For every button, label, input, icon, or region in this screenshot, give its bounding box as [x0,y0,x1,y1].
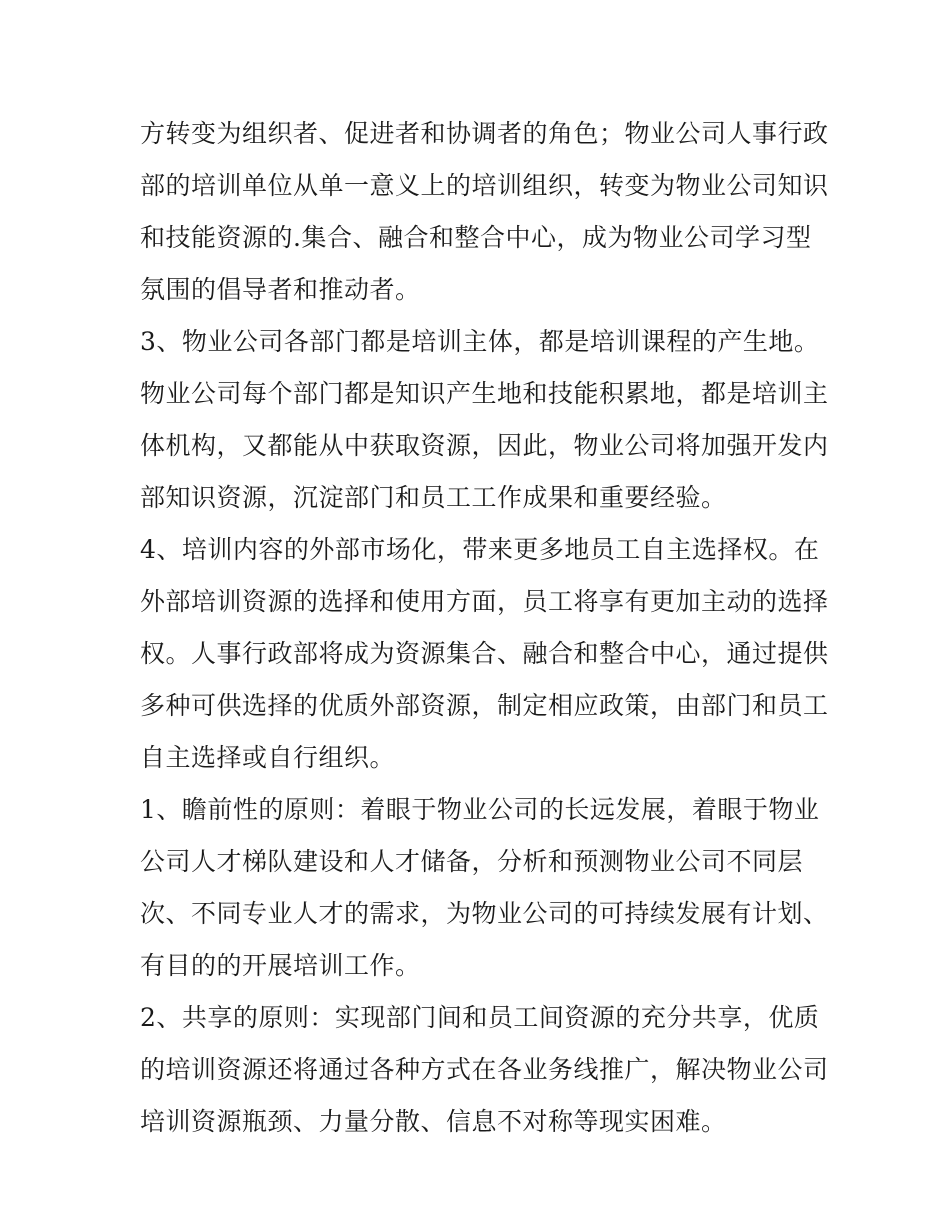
text-line: 和技能资源的.集合、融合和整合中心，成为物业公司学习型 [140,223,812,252]
text-line: 4、培训内容的外部市场化，带来更多地员工自主选择权。在 [140,535,820,564]
text-line: 权。人事行政部将成为资源集合、融合和整合中心，通过提供 [140,639,829,668]
text-line: 有目的的开展培训工作。 [140,951,421,980]
text-line: 的培训资源还将通过各种方式在各业务线推广，解决物业公司 [140,1055,829,1084]
text-line: 部的培训单位从单一意义上的培训组织，转变为物业公司知识 [140,171,829,200]
text-line: 多种可供选择的优质外部资源，制定相应政策，由部门和员工 [140,691,829,720]
text-line: 3、物业公司各部门都是培训主体，都是培训课程的产生地。 [140,327,820,356]
text-line: 2、共享的原则：实现部门间和员工间资源的充分共享，优质 [140,1003,820,1032]
text-line: 自主选择或自行组织。 [140,743,396,772]
document-body [140,108,829,1148]
text-line: 方转变为组织者、促进者和协调者的角色；物业公司人事行政 [140,119,829,148]
text-line: 次、不同专业人才的需求，为物业公司的可持续发展有计划、 [140,899,829,928]
text-line: 体机构，又都能从中获取资源，因此，物业公司将加强开发内 [140,431,829,460]
text-line: 培训资源瓶颈、力量分散、信息不对称等现实困难。 [140,1107,727,1136]
text-line: 1、瞻前性的原则：着眼于物业公司的长远发展，着眼于物业 [140,795,820,824]
text-line: 外部培训资源的选择和使用方面，员工将享有更加主动的选择 [140,587,829,616]
text-line: 部知识资源，沉淀部门和员工工作成果和重要经验。 [140,483,727,512]
text-line: 氛围的倡导者和推动者。 [140,275,421,304]
text-line: 物业公司每个部门都是知识产生地和技能积累地，都是培训主 [140,379,829,408]
text-line: 公司人才梯队建设和人才储备，分析和预测物业公司不同层 [140,847,804,876]
